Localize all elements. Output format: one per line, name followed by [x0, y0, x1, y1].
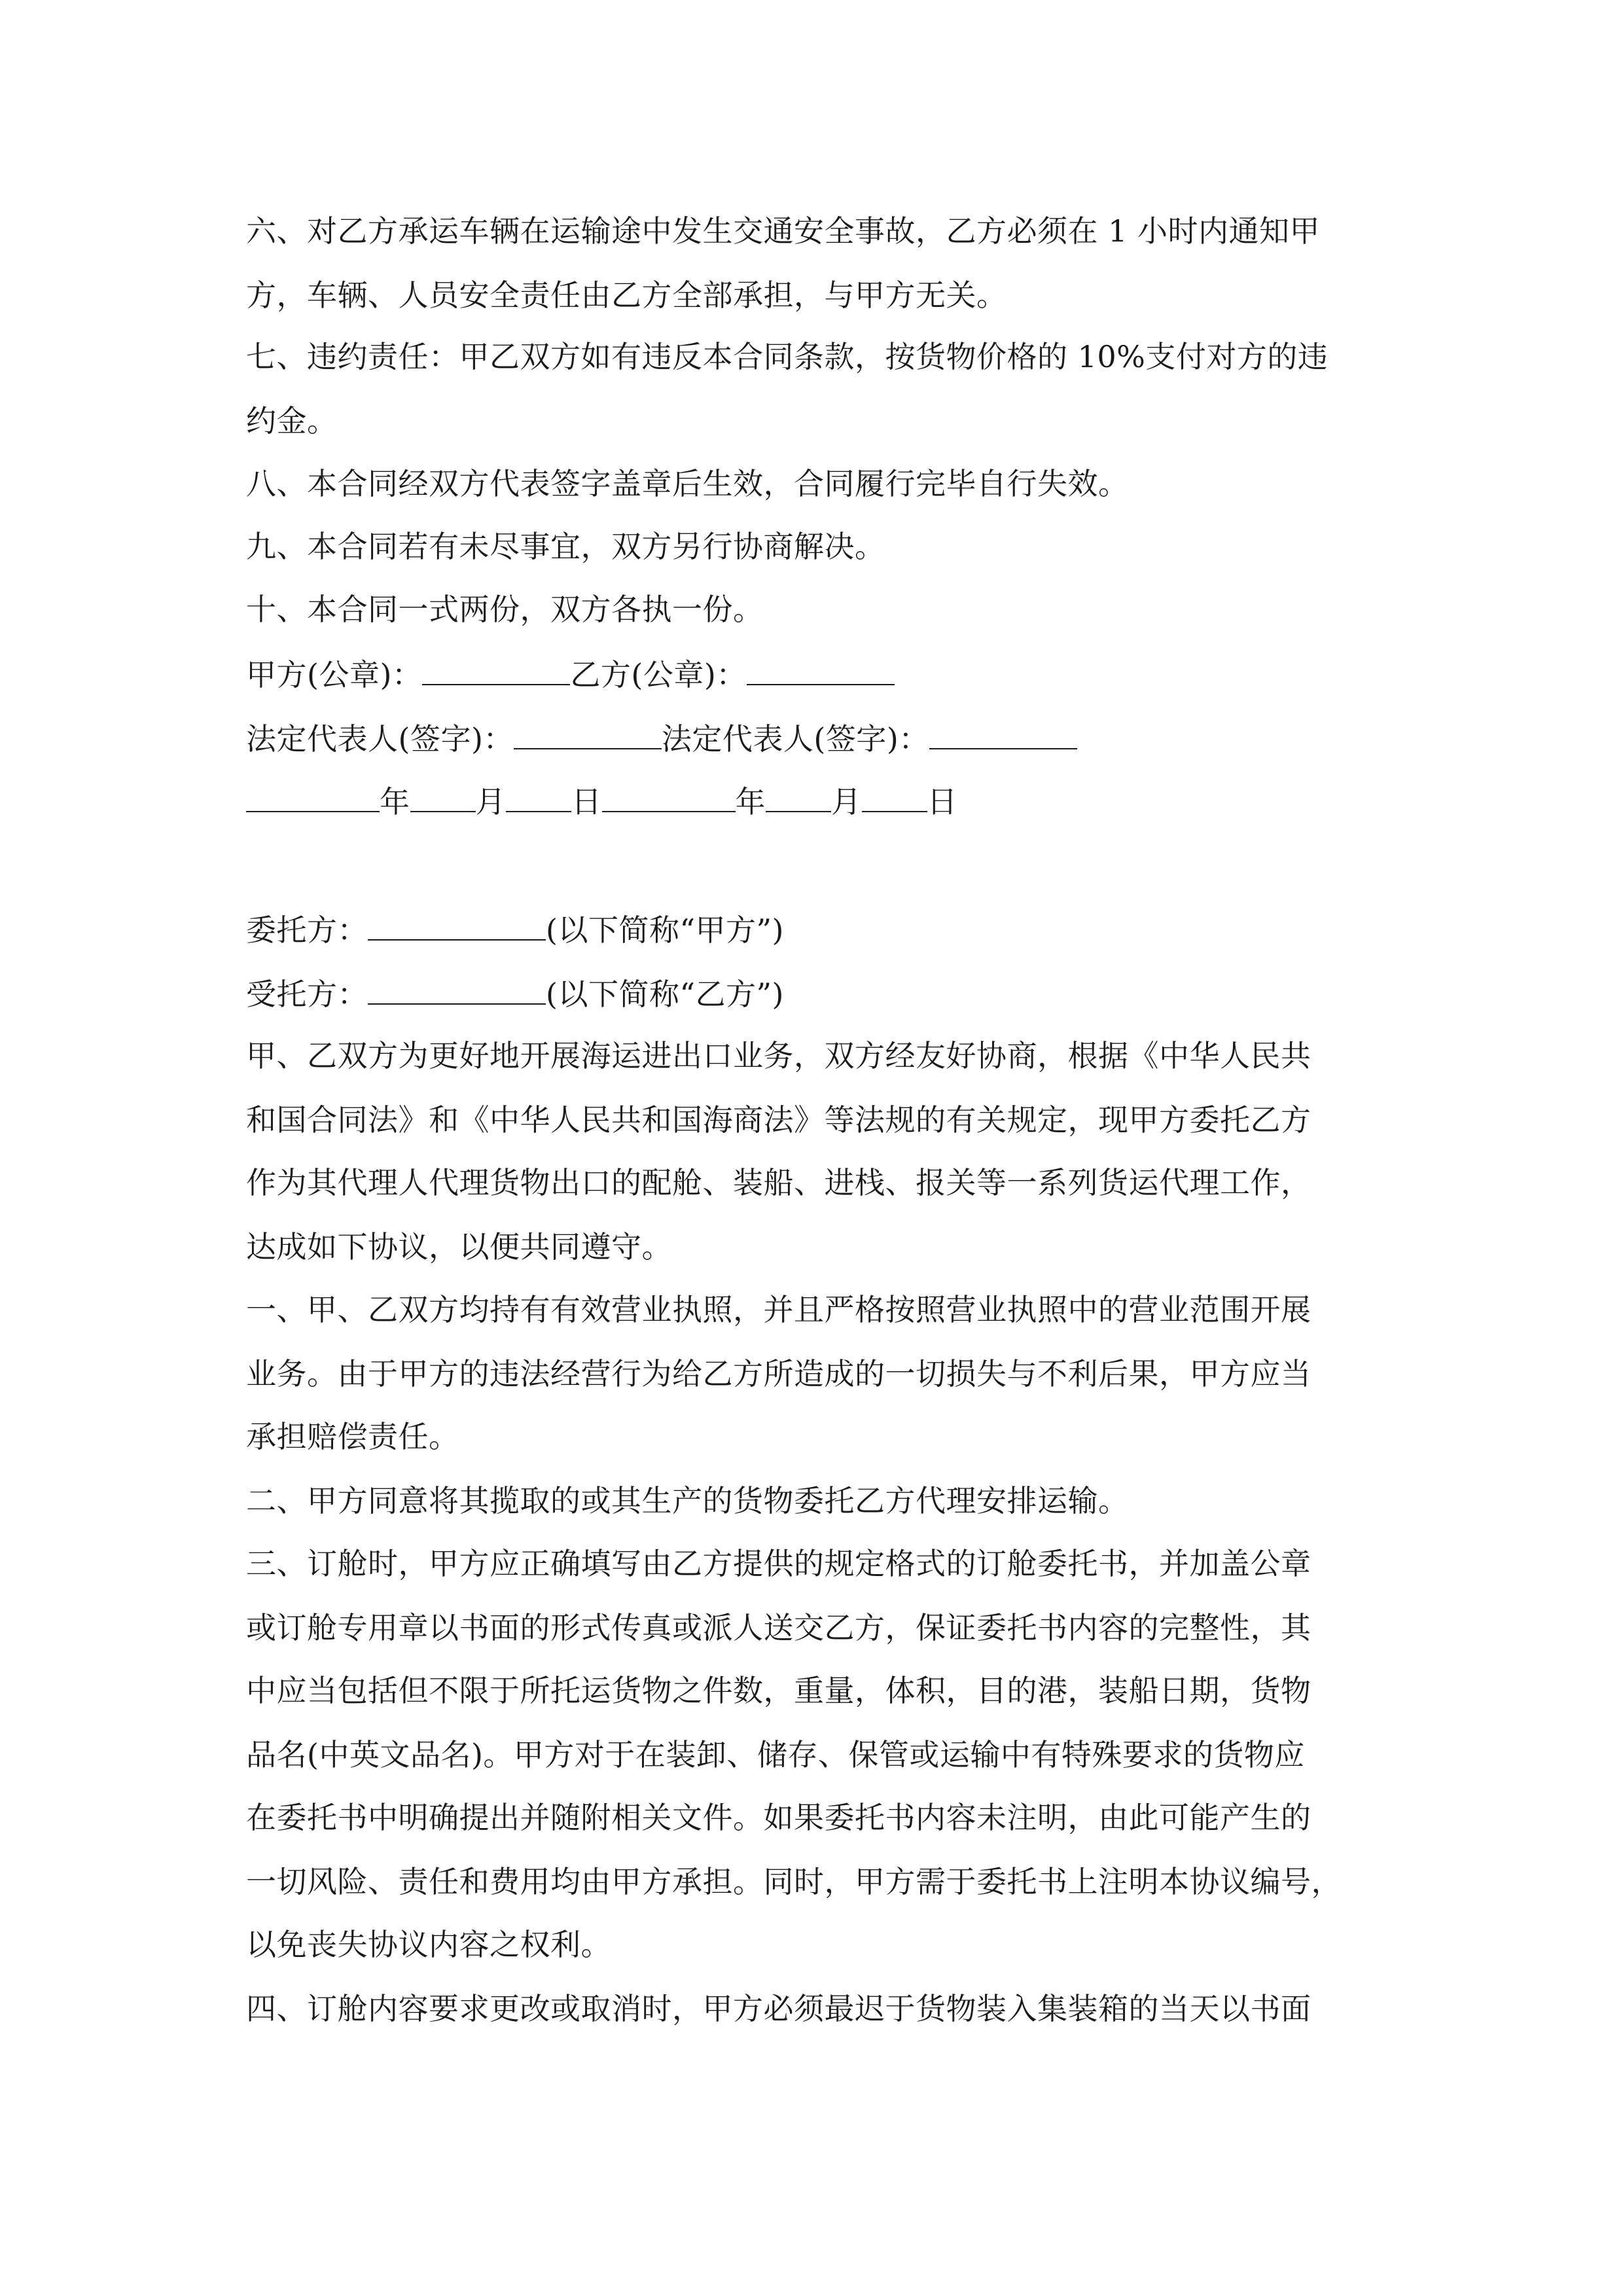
date-a-year-blank [246, 782, 380, 812]
agent-row [246, 975, 784, 1014]
principal-label: 委托方： [246, 912, 368, 948]
clause-seven-line-1: 七、违约责任：甲乙双方如有违反本合同条款，按货物价格的 10%支付对方的违 [246, 339, 1329, 374]
clause-six-line-2: 方，车辆、人员安全责任由乙方全部承担，与甲方无关。 [246, 278, 1007, 313]
rep-b-label: 法定代表人(签字)： [661, 721, 929, 757]
date-b-day-label: 日 [927, 784, 957, 819]
date-b-month-label: 月 [831, 784, 862, 819]
clause-eight: 八、本合同经双方代表签字盖章后生效，合同履行完毕自行失效。 [246, 466, 1129, 501]
preamble-line-3: 作为其代理人代理货物出口的配舱、装船、进栈、报关等一系列货运代理工作， [246, 1165, 1311, 1200]
rep-a-label: 法定代表人(签字)： [246, 721, 514, 757]
preamble-line-1: 甲、乙双方为更好地开展海运进出口业务，双方经友好协商，根据《中华人民共 [246, 1038, 1311, 1073]
principal-blank [368, 910, 546, 941]
article-three-line-5: 在委托书中明确提出并随附相关文件。如果委托书内容未注明，由此可能产生的 [246, 1800, 1311, 1835]
date-b-day-blank [862, 782, 927, 812]
article-three-line-7: 以免丧失协议内容之权利。 [246, 1927, 611, 1962]
date-row [246, 782, 957, 821]
article-one-line-2: 业务。由于甲方的违法经营行为给乙方所造成的一切损失与不利后果，甲方应当 [246, 1356, 1311, 1391]
article-three-line-1: 三、订舱时，甲方应正确填写由乙方提供的规定格式的订舱委托书，并加盖公章 [246, 1546, 1311, 1581]
date-a-day-label: 日 [571, 784, 602, 819]
clause-ten: 十、本合同一式两份，双方各执一份。 [246, 592, 764, 627]
preamble-line-2: 和国合同法》和《中华人民共和国海商法》等法规的有关规定，现甲方委托乙方 [246, 1102, 1311, 1138]
article-three-line-2: 或订舱专用章以书面的形式传真或派人送交乙方，保证委托书内容的完整性，其 [246, 1610, 1311, 1645]
article-four-line-1: 四、订舱内容要求更改或取消时，甲方必须最迟于货物装入集装箱的当天以书面 [246, 1991, 1311, 2026]
date-a-month-label: 月 [475, 784, 506, 819]
date-b-month-blank [766, 782, 831, 812]
date-a-year-label: 年 [380, 784, 410, 819]
party-a-seal-label: 甲方(公章)： [246, 657, 423, 692]
clause-nine: 九、本合同若有未尽事宜，双方另行协商解决。 [246, 529, 885, 564]
article-three-line-6: 一切风险、责任和费用均由甲方承担。同时，甲方需于委托书上注明本协议编号， [246, 1864, 1342, 1899]
principal-note: (以下简称“甲方”) [546, 912, 784, 948]
clause-seven-line-2: 约金。 [246, 403, 338, 439]
article-one-line-1: 一、甲、乙双方均持有有效营业执照，并且严格按照营业执照中的营业范围开展 [246, 1292, 1311, 1327]
date-a-month-blank [410, 782, 476, 812]
seal-row [246, 655, 895, 694]
party-b-seal-blank [747, 655, 895, 685]
representative-row [246, 719, 1077, 759]
article-two: 二、甲方同意将其揽取的或其生产的货物委托乙方代理安排运输。 [246, 1483, 1129, 1518]
date-a-day-blank [506, 782, 571, 812]
rep-b-blank [929, 719, 1077, 749]
clause-six-line-1: 六、对乙方承运车辆在运输途中发生交通安全事故，乙方必须在 1 小时内通知甲 [246, 213, 1321, 249]
agent-label: 受托方： [246, 977, 368, 1012]
party-a-seal-blank [422, 655, 570, 685]
agent-blank [368, 975, 546, 1005]
rep-a-blank [514, 719, 662, 749]
principal-row [246, 910, 784, 950]
date-b-year-blank [602, 782, 736, 812]
preamble-line-4: 达成如下协议，以便共同遵守。 [246, 1229, 672, 1265]
article-three-line-3: 中应当包括但不限于所托运货物之件数，重量，体积，目的港，装船日期，货物 [246, 1673, 1311, 1708]
date-b-year-label: 年 [735, 784, 766, 819]
agent-note: (以下简称“乙方”) [546, 977, 784, 1012]
article-three-line-4: 品名(中英文品名)。甲方对于在装卸、储存、保管或运输中有特殊要求的货物应 [246, 1737, 1305, 1772]
party-b-seal-label: 乙方(公章)： [570, 657, 747, 692]
article-one-line-3: 承担赔偿责任。 [246, 1419, 459, 1454]
